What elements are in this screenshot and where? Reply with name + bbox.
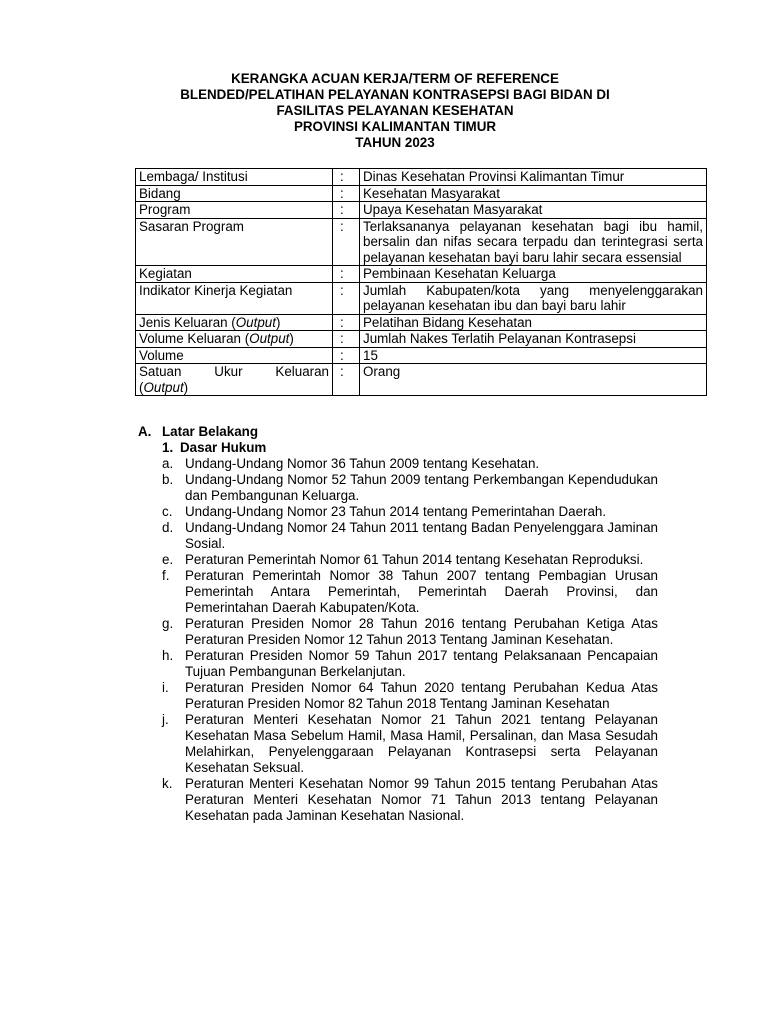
label-word: Satuan bbox=[139, 364, 182, 379]
item-marker: d. bbox=[162, 520, 174, 535]
item-marker: f. bbox=[162, 568, 170, 583]
row-separator: : bbox=[333, 185, 360, 202]
row-label bbox=[136, 331, 333, 348]
row-label bbox=[136, 364, 333, 396]
label-word: Keluaran bbox=[275, 364, 329, 379]
item-marker: e. bbox=[162, 552, 174, 567]
list-item bbox=[162, 520, 658, 552]
row-separator: : bbox=[333, 282, 360, 314]
title-line-3: FASILITAS PELAYANAN KESEHATAN bbox=[276, 103, 514, 118]
label-text: ) bbox=[275, 314, 281, 330]
list-item bbox=[162, 616, 658, 648]
row-value: Kesehatan Masyarakat bbox=[360, 185, 707, 202]
row-value: Dinas Kesehatan Provinsi Kalimantan Timur bbox=[360, 169, 707, 186]
table-row bbox=[136, 266, 707, 283]
label-word: Ukur bbox=[214, 364, 243, 379]
table-row bbox=[136, 185, 707, 202]
list-item bbox=[162, 776, 658, 824]
row-separator: : bbox=[333, 347, 360, 364]
row-value: Pelatihan Bidang Kesehatan bbox=[360, 314, 707, 331]
section-heading-text: Latar Belakang bbox=[162, 424, 259, 439]
item-marker: b. bbox=[162, 472, 174, 487]
list-item bbox=[162, 568, 658, 616]
row-separator: : bbox=[333, 218, 360, 266]
subsection-heading bbox=[162, 440, 658, 456]
item-marker: a. bbox=[162, 456, 174, 471]
title-line-5: TAHUN 2023 bbox=[355, 135, 435, 150]
row-separator: : bbox=[333, 266, 360, 283]
label-text: ) bbox=[289, 331, 294, 346]
row-label: Kegiatan bbox=[136, 266, 333, 283]
row-label: Indikator Kinerja Kegiatan bbox=[136, 282, 333, 314]
row-separator: : bbox=[333, 314, 360, 331]
item-text: Undang-Undang Nomor 24 Tahun 2011 tentang Badan Penyelenggara Jaminan Sosial. bbox=[185, 520, 658, 551]
table-row bbox=[136, 364, 707, 396]
label-italic: Output bbox=[235, 314, 276, 330]
subsection-heading-text: Dasar Hukum bbox=[180, 440, 267, 455]
item-text: Undang-Undang Nomor 36 Tahun 2009 tentang Kesehatan. bbox=[185, 456, 540, 471]
table-row bbox=[136, 169, 707, 186]
item-text: Peraturan Presiden Nomor 28 Tahun 2016 tentang Perubahan Ketiga Atas Peraturan Presiden Nomor 12 Tahun 2013 Tentang Jaminan Kesehatan. bbox=[185, 616, 658, 647]
row-value: Pembinaan Kesehatan Keluarga bbox=[360, 266, 707, 283]
section-marker: A. bbox=[138, 424, 152, 439]
table-row bbox=[136, 202, 707, 219]
list-item bbox=[162, 456, 658, 472]
item-text: Peraturan Presiden Nomor 59 Tahun 2017 tentang Pelaksanaan Pencapaian Tujuan Pembangunan Berkelanjutan. bbox=[185, 648, 658, 679]
section-heading bbox=[138, 424, 658, 440]
list-item bbox=[162, 472, 658, 504]
item-text: Undang-Undang Nomor 52 Tahun 2009 tentang Perkembangan Kependudukan dan Pembangunan Keluarga. bbox=[185, 472, 658, 503]
row-value: Jumlah Nakes Terlatih Pelayanan Kontrasepsi bbox=[360, 331, 707, 348]
list-item bbox=[162, 680, 658, 712]
section-background bbox=[138, 424, 658, 824]
list-item bbox=[162, 712, 658, 776]
row-label: Sasaran Program bbox=[136, 218, 333, 266]
row-separator: : bbox=[333, 331, 360, 348]
table-row bbox=[136, 331, 707, 348]
label-italic: Output bbox=[143, 379, 184, 395]
row-value: Orang bbox=[360, 364, 707, 396]
item-text: Undang-Undang Nomor 23 Tahun 2014 tentang Pemerintahan Daerah. bbox=[185, 504, 607, 519]
item-text: Peraturan Pemerintah Nomor 61 Tahun 2014 tentang Kesehatan Reproduksi. bbox=[185, 552, 644, 567]
row-value: 15 bbox=[360, 347, 707, 364]
item-marker: i. bbox=[162, 680, 169, 695]
item-marker: g. bbox=[162, 616, 174, 631]
row-value: Upaya Kesehatan Masyarakat bbox=[360, 202, 707, 219]
subsection-marker: 1. bbox=[162, 440, 174, 455]
title-line-2: BLENDED/PELATIHAN PELAYANAN KONTRASEPSI BAGI BIDAN DI bbox=[180, 87, 610, 102]
row-separator: : bbox=[333, 202, 360, 219]
list-item bbox=[162, 552, 658, 568]
item-marker: j. bbox=[162, 712, 169, 727]
row-separator: : bbox=[333, 364, 360, 396]
row-label: Bidang bbox=[136, 185, 333, 202]
row-label: Program bbox=[136, 202, 333, 219]
item-text: Peraturan Pemerintah Nomor 38 Tahun 2007 tentang Pembagian Urusan Pemerintah Antara Pemerintah, Pemerintah Daerah Provinsi, dan Pemerintahan Daerah Kabupaten/Kota. bbox=[185, 568, 658, 615]
label-line-1 bbox=[139, 364, 329, 380]
info-table bbox=[135, 168, 707, 396]
list-item bbox=[162, 648, 658, 680]
row-separator: : bbox=[333, 169, 360, 186]
label-line-2 bbox=[139, 380, 329, 396]
label-text: ) bbox=[183, 379, 189, 395]
table-row bbox=[136, 218, 707, 266]
label-italic: Output bbox=[249, 331, 290, 346]
table-row bbox=[136, 314, 707, 331]
row-label bbox=[136, 314, 333, 331]
list-item bbox=[162, 504, 658, 520]
row-value: Terlaksananya pelayanan kesehatan bagi ibu hamil, bersalin dan nifas secara terpadu dan terintegrasi serta pelayanan kesehatan bayi baru lahir secara essensial bbox=[360, 218, 707, 266]
row-value: Jumlah Kabupaten/kota yang menyelenggarakan pelayanan kesehatan ibu dan bayi baru lahir bbox=[360, 282, 707, 314]
item-marker: h. bbox=[162, 648, 174, 663]
label-text: Volume Keluaran ( bbox=[139, 331, 250, 346]
item-marker: c. bbox=[162, 504, 173, 519]
item-text: Peraturan Menteri Kesehatan Nomor 99 Tahun 2015 tentang Perubahan Atas Peraturan Menteri Kesehatan Nomor 71 Tahun 2013 tentang Pelayanan Kesehatan pada Jaminan Kesehatan Nasional. bbox=[185, 776, 658, 823]
item-text: Peraturan Presiden Nomor 64 Tahun 2020 tentang Perubahan Kedua Atas Peraturan Presiden Nomor 82 Tahun 2018 Tentang Jaminan Kesehatan bbox=[185, 680, 658, 711]
row-label: Volume bbox=[136, 347, 333, 364]
table-row bbox=[136, 282, 707, 314]
title-line-1: KERANGKA ACUAN KERJA/TERM OF REFERENCE bbox=[231, 71, 559, 86]
label-text: ( bbox=[139, 379, 144, 395]
item-marker: k. bbox=[162, 776, 173, 791]
item-text: Peraturan Menteri Kesehatan Nomor 21 Tahun 2021 tentang Pelayanan Kesehatan Masa Sebelum Hamil, Masa Hamil, Persalinan, dan Masa Sesudah Melahirkan, Penyelenggaraan Pelayanan Kontrasepsi serta Pelayanan Kesehatan Seksual. bbox=[185, 712, 658, 775]
label-text: Jenis Keluaran ( bbox=[139, 314, 236, 330]
title-line-4: PROVINSI KALIMANTAN TIMUR bbox=[293, 119, 497, 134]
document-title bbox=[100, 71, 690, 151]
row-label: Lembaga/ Institusi bbox=[136, 169, 333, 186]
legal-basis-list bbox=[162, 456, 658, 824]
table-row bbox=[136, 347, 707, 364]
